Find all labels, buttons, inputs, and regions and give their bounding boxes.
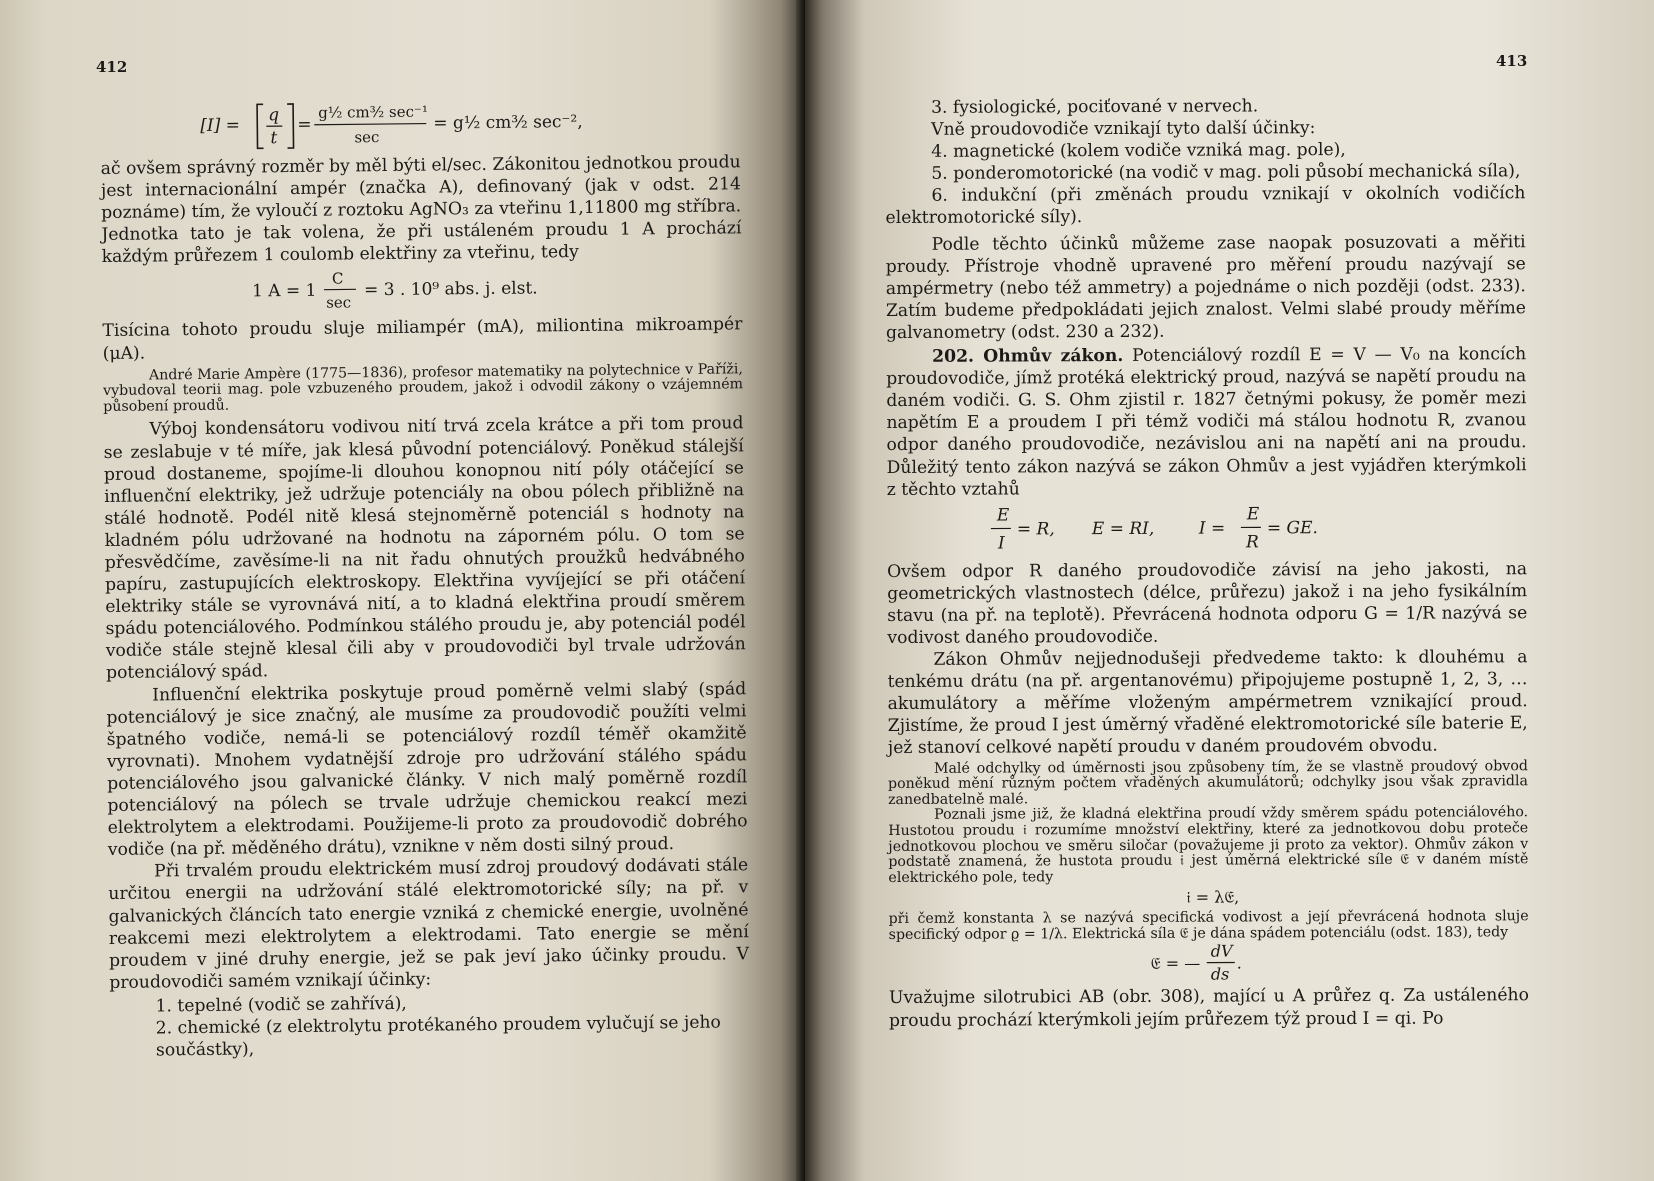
formula-ohm-law — [887, 498, 1527, 559]
svg-text:t: t — [270, 128, 278, 149]
section-heading: 202. Ohmův zákon. — [932, 345, 1124, 367]
formula-density-text: 𝔦 = λ𝔈, — [1186, 887, 1240, 907]
right-page-text — [885, 94, 1529, 1031]
list-item-physiological: 3. fysiologické, pociťované v nervech. — [931, 96, 1259, 118]
right-page — [805, 0, 1654, 1181]
formula-ampere — [102, 262, 742, 319]
formula-ohm-f1-rhs: = R, — [1016, 518, 1055, 540]
formula-field-num: dV — [1210, 941, 1233, 962]
page-number-right: 413 — [1496, 52, 1528, 70]
formula-ohm-f3-den: R — [1245, 532, 1259, 553]
paragraph-condenser-discharge: Výboj kondensátoru vodivou nití trvá zcela krátce a při tom proud se zeslabuje v té míře, jak klesá původní potenciálový. Poněkud stálejší proud dostaneme, spojíme-li dlouhou konopnou nití póly otáčející se influenční elektriky, jež udržuje potenciály na obou pólech přibližně na stálé hodnotě. Podél nitě klesá stejnoměrně potenciál s hodnoty na kladném pólu udržované na hodnotu na záporném pólu. O tom se přesvědčíme, zavěsíme-li na nit řadu ohnutých proužků hedvábného papíru, zastupujících elektroskopy. Elektřina vyvíjející se při otáčení elektriky stále se vyrovnává nití, a to kladná elektřina proudí směrem spádu potenciálového. Podmínkou stálého proudu je, aby potenciál podél vodiče stále stejně klesal čili aby v proudovodiči byl trvale udržován potenciálový spád. — [103, 413, 746, 684]
formula-ohm-f1-num: E — [996, 505, 1010, 526]
note-deviation: Malé odchylky od úměrnosti jsou způsobeny tím, že se vlastně proudový obvod poněkud mění různým počtem vřaděných akumulátorů; odchylky jsou však zpravidla zanedbatelně malé. — [887, 757, 1529, 808]
formula-ohm-f3-num: E — [1246, 504, 1260, 525]
formula-field-rhs: . — [1236, 953, 1242, 973]
formula-field-gradient — [889, 941, 1529, 988]
formula-ohm-f3-rhs: = GE. — [1266, 517, 1318, 539]
paragraph-resistance: Ovšem odpor R daného proudovodiče závisí na jeho jakosti, na geometrických vlastnostech (délce, průřezu) jakož i na jeho fysikálním stavu (na př. na teplotě). Převrácená hodnota odporu G = 1/R nazývá se vodivost daného proudovodiče. — [887, 558, 1528, 648]
note-ampere-biography: André Marie Ampère (1775—1836), profesor matematiky na polytechnice v Paříži, vybudoval teorii mag. pole vzbuzeného proudem, jakož i odvodil zákony o vzájemném působení proudů. — [102, 360, 744, 415]
svg-text:=: = — [297, 114, 312, 135]
formula-ampere-num: C — [331, 269, 344, 289]
paragraph-current-energy: Při trvalém proudu elektrickém musí zdroj proudový dodávati stále určitou energii na udržování stálé elektromotorické síly; na př. v galvanických článcích tato energie vzniká z chemické energie, uvolněné reakcemi mezi elektrolytem a elektrodami. Tato energie se mění proudem v jiné druhy energie, jež se pak jeví jako účinky proudu. V proudovodiči samém vznikají účinky: — [108, 855, 750, 993]
paragraph-flux-tube: Uvažujme silotrubici AB (obr. 308), mající u A průřez q. Za ustáleného proudu prochází kterýmkoli jejím průřezem týž proud I = qi. Po — [888, 985, 1529, 1031]
formula-current-dimension — [100, 91, 741, 156]
list-item-chemical: 2. chemické (z elektrolytu protékaného proudem vylučují se jeho součástky), — [155, 1012, 721, 1061]
left-page — [0, 0, 805, 1181]
formula-ampere-lhs: 1 A = 1 — [251, 281, 317, 302]
formula-lhs: [I] = — [200, 115, 241, 136]
paragraph-ohm-law — [886, 343, 1527, 500]
formula-rhs: = g½ cm³⁄₂ sec⁻², — [433, 111, 583, 134]
formula-ohm-f1-den: I — [997, 533, 1005, 554]
paragraph-measurement: Podle těchto účinků můžeme zase naopak posuzovati a měřiti proudy. Přístroje vhodně upravené pro měření proudu nazývají se ampérmetry (nebo též ammetry) a pojednáme o nich později (odst. 233). Zatím budeme předpokládati jejich znalost. Velmi slabé proudy měříme galvanometry (odst. 230 a 232). — [885, 231, 1526, 343]
formula-numerator: g½ cm³⁄₂ sec⁻¹ — [318, 102, 429, 122]
list-item-magnetic: 4. magnetické (kolem vodiče vzniká mag. pole), — [931, 140, 1346, 162]
line-external-effects: Vně proudovodiče vznikají tyto další účinky: — [931, 118, 1316, 140]
page-number-left: 412 — [96, 58, 128, 76]
formula-current-density — [888, 883, 1528, 912]
formula-field-den: ds — [1210, 964, 1230, 985]
formula-ohm-f2: E = RI, — [1091, 518, 1155, 539]
svg-text:q: q — [268, 105, 280, 126]
formula-field-lhs: 𝔈 = — — [1150, 954, 1201, 974]
formula-ampere-den: sec — [326, 293, 352, 313]
formula-ohm-f3-lhs: I = — [1198, 518, 1226, 539]
list-item-thermal: 1. tepelné (vodič se zahřívá), — [155, 993, 407, 1017]
note-conductivity: při čemž konstanta λ se nazývá specifická vodivost a její převrácená hodnota sluje specifický odpor ϱ = 1/λ. Elektrická síla 𝔈 je dána spádem potenciálu (odst. 183), tedy — [888, 908, 1529, 943]
paragraph-ampere-unit: ač ovšem správný rozměr by měl býti el/sec. Zákonitou jednotkou proudu jest internacionální ampér (značka A), definovaný (jak v odst. 214 poznáme) tím, že vyloučí z roztoku AgNO₃ za vteřinu 1,11800 mg stříbra. Jednotka tato je tak volena, že při ustáleném proudu 1 A prochází každým průřezem 1 coulomb elektřiny za vteřinu, tedy — [100, 152, 742, 268]
left-page-text — [100, 91, 750, 1062]
note-current-density: Poznali jsme již, že kladná elektřina proudí vždy směrem spádu potenciálového. Hustotou proudu 𝔦 rozumíme množství elektřiny, které za jednotkovou dobu proteče jednotkovou plochou ve směru siločar (považujeme ji proto za vektor). Ohmův zákon v podstatě znamená, že hustota proudu 𝔦 jest úměrná elektrické síle 𝔈 v daném místě elektrického pole, tedy — [888, 804, 1529, 886]
list-item-inductive: 6. indukční (při změnách proudu vznikají v okolních vodičích elektromotorické síly). — [885, 183, 1526, 229]
paragraph-ohm-law-text: Potenciálový rozdíl E = V — V₀ na koncích proudovodiče, jímž protéká elektrický proud, nazývá se napětí proudu na daném vodiči. G. S. Ohm zjistil r. 1827 četnými pokusy, že poměr mezi napětím E a proudem I při témž vodiči má stálou hodnotu R, zvanou odpor daného proudovodiče, nezávislou ani na napětí ani na proudu. Důležitý tento zákon nazývá se zákon Ohmův a jest vyjádřen kterýmkoli z těchto vztahů — [886, 344, 1527, 500]
formula-ampere-rhs: = 3 . 10⁹ abs. j. elst. — [363, 278, 538, 301]
formula-denominator: sec — [354, 128, 380, 147]
list-item-ponderomotive: 5. ponderomotorické (na vodič v mag. poli působí mechanická síla), — [931, 161, 1521, 185]
paragraph-influence-machine: Influenční elektrika poskytuje proud poměrně velmi slabý (spád potenciálový je sice značný, ale musíme za proudovodič použíti velmi špatného vodiče, nemá-li se potenciálový rozdíl téměř okamžitě vyrovnati). Mnohem vydatnější zdroje pro udržování stálého spádu potenciálového jsou galvanické články. V nich malý poměrně rozdíl potenciálový na pólech se trvale udržuje chemickou reakcí mezi elektrolytem a elektrodami. Použijeme-li proto za proudovodič dobrého vodiče (na př. měděného drátu), vznikne v něm dosti silný proud. — [106, 678, 748, 861]
paragraph-demonstration: Zákon Ohmův nejjednodušeji předvedeme takto: k dlouhému a tenkému drátu (na př. argentanovému) připojujeme postupně 1, 2, 3, … akumulátory a měříme vloženým ampérmetrem vznikající proud. Zjistíme, že proud I jest úměrný vřaděné elektromotorické síle baterie E, jež stanoví celkové napětí proudu v daném proudovém obvodu. — [887, 647, 1528, 759]
paragraph-milliampere: Tisícina tohoto proudu sluje miliampér (mA), miliontina mikroampér (μA). — [102, 314, 743, 364]
